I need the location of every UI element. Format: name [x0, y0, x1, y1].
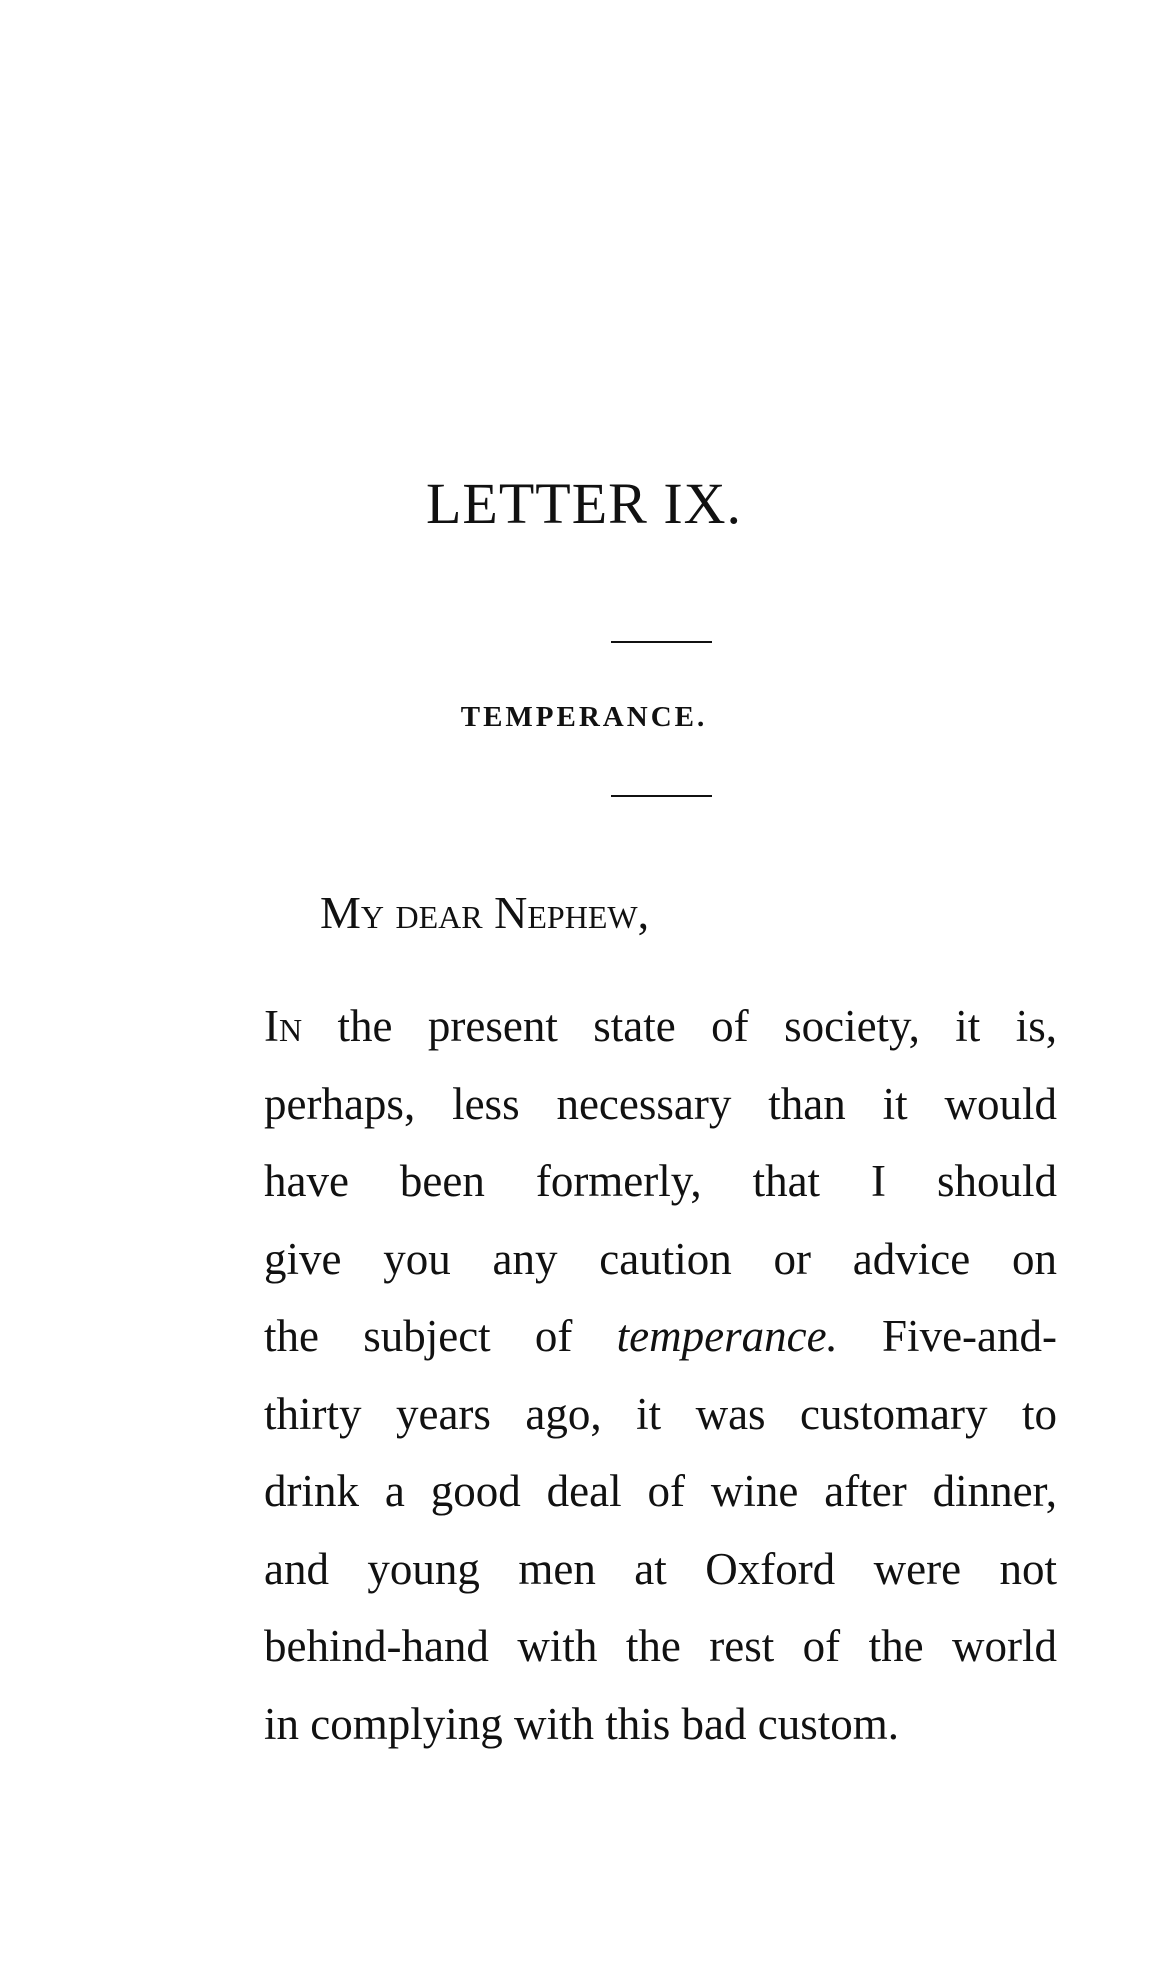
letter-body	[264, 988, 1057, 1763]
body-line-3: have been formerly, that I should	[264, 1156, 1057, 1206]
body-line-8: and young men at Oxford were not	[264, 1543, 1057, 1594]
salutation-name-rest: ephew,	[527, 887, 650, 938]
opening-rest: n	[279, 1001, 303, 1051]
salutation-middle: dear	[395, 887, 483, 938]
body-line-1	[264, 988, 1057, 1066]
body-line-5	[264, 1298, 1057, 1376]
letter-title: LETTER IX.	[425, 471, 743, 536]
body-line-2: perhaps, less necessary than it would	[264, 1078, 1057, 1129]
body-line-4: give you any caution or advice on	[264, 1233, 1057, 1284]
body-line-9: behind-hand with the rest of the world	[264, 1621, 1057, 1671]
letter-subject: TEMPERANCE.	[460, 701, 708, 733]
italic-word: temperance.	[616, 1311, 838, 1361]
divider-rule-bottom	[611, 795, 712, 797]
body-line-5-text: the subject of	[264, 1311, 617, 1361]
body-line-5-tail: Five-and-	[837, 1311, 1057, 1361]
salutation-name-initial: N	[494, 887, 528, 938]
body-line-10: in complying with this bad custom.	[264, 1698, 899, 1749]
opening-initial: I	[264, 1001, 279, 1051]
body-line-7: drink a good deal of wine after dinner,	[264, 1466, 1057, 1516]
salutation-word-rest: y	[360, 887, 385, 938]
body-line-6: thirty years ago, it was customary to	[264, 1388, 1057, 1439]
salutation	[320, 887, 650, 938]
salutation-initial: M	[320, 887, 361, 938]
divider-rule-top	[611, 641, 712, 643]
body-line-1-text: the present state of society, it is,	[302, 1001, 1057, 1051]
